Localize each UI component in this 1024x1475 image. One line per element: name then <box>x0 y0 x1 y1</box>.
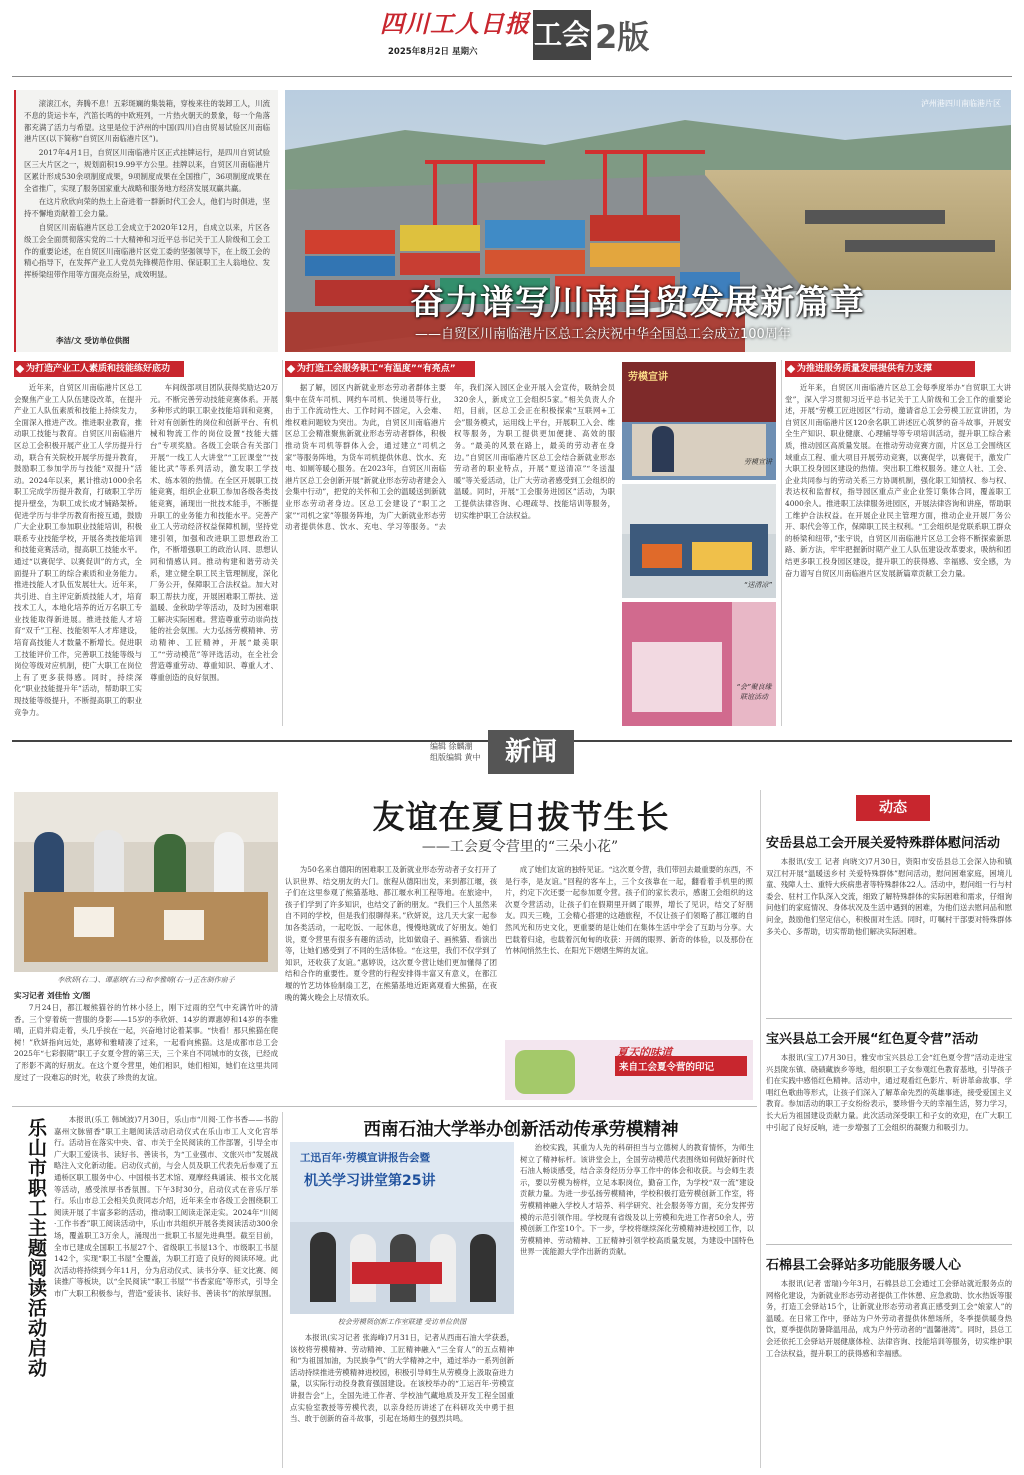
cooling-photo <box>622 484 776 598</box>
dongtai-badge <box>856 795 930 821</box>
news-art-editor: 组版编辑 黄中 <box>430 753 481 762</box>
story2-body: 本报讯(宝工)7月30日，雅安市宝兴县总工会“红色夏令营”活动走进宝兴县陇东镇、硗碛藏族乡等地，组织职工子女参观红色教育基地，引导孩子们在实践中感悟红色精神。活动中，通过观看红色影片、听讲革命故事、学唱红色歌曲等形式，让孩子们深入了解革命先烈的英雄事迹，接受爱国主义教育。参加活动的职工子女纷纷表示，要珍惜今天的幸福生活，努力学习，长大后为祖国建设贡献力量。此次活动深受职工和子女的欢迎，在广大职工中引起了良好反响，进一步增强了工会组织的凝聚力和吸引力。 <box>766 1053 1012 1132</box>
col4-section-bar: 为推进服务质量发展提供有力支撑 <box>785 361 975 377</box>
news-section-label: 新闻 <box>504 737 557 767</box>
divider-1 <box>282 360 283 726</box>
intro-paragraph-2: 2017年4月1日，自贸区川南临港片区正式挂牌运行，是四川自贸试验区三大片区之一，规划面积19.99平方公里。挂牌以来，自贸区川南临港片区累计形成530余项制度成果，9项制度成果在全国推广，36项制度成果在全省推广，实现了服务国家重大战略和服务地方经济发展双赢共赢。 <box>24 148 270 193</box>
swpu-photo-banner-1: 工迅百年·劳模宣讲报告会暨 <box>300 1152 430 1164</box>
story1-title: 安岳县总工会开展关爱特殊群体慰问活动 <box>766 836 1001 851</box>
camp-byline: 实习记者 刘佳怡 文/图 <box>14 991 91 1000</box>
camp-body-left: 7月24日，都江堰熊猫谷的竹林小径上，刚下过雨的空气中充满竹叶的清香。三个穿着统一营服的身影——15岁的李欣妍、14岁的谭惠婷和14岁的李雅晴，正肩并肩走着，头几乎挨在一起，兴奋地讨论着某事。“快看！那只熊猫在爬树！”欣妍指向远处，惠婷和雅晴凑了过来，一起看向熊猫。这是成都市总工会2025年“七彩假期”职工子女夏令营的第三天，三个来自不同城市的女孩，已经成了形影不离的好朋友。在这个夏令营里，她们相识，她们相知，她们在这里共同度过了一段难忘的时光，收获了珍贵的友谊。 <box>14 1003 278 1082</box>
cooling-caption: “送清凉” <box>743 581 772 589</box>
masthead-divider <box>12 76 1012 77</box>
col2-body: 车间级部项目团队获得奖励达20万元。不断完善劳动技能竞赛体系。开展多种形式的职工职业技能培训和竞赛，针对有创新性的岗位和创新平台、有机械和物流工作的岗位设置“技能大擂台”专项奖励。各级工会联合有关部门开展“一线工人大讲堂”“工匠课堂”“技能比武”等系列活动，激发职工学技术、练本领的热情。在全区开展职工技能竞赛，组织企业职工参加各级各类技能竞赛，涌现出一批技术能手，不断提升职工的业务能力和技能水平。完善产业工人劳动经济权益保障机制，坚持党建引领，加强和改进职工思想政治工作，不断增强职工的政治认同、思想认同和情感认同。推动构建和谐劳动关系，建立健全职工民主管理制度，深化厂务公开，保障职工合法权益。加大对职工帮扶力度，开展困难职工帮扶、送温暖、金秋助学等活动，及时为困难职工解决实际困难。营造尊重劳动崇尚技能的社会氛围。大力弘扬劳模精神、劳动精神、工匠精神，开展“最美职工”“劳动模范”等评选活动，在全社会营造尊重劳动、尊重知识、尊重人才、尊重创造的良好氛围。 <box>150 383 278 682</box>
camp-photo <box>14 792 278 972</box>
swpu-body-right: 治校实践，其重为人先的科研担当与立德树人的教育情怀，为师生树立了精神标杆。该讲堂会上，全国劳动模范代表围绕如何做好新时代石油人畅谈感受，结合亲身经历分享工作中的体会和收获。与会师生表示，要以劳模为榜样，立足本职岗位，勤奋工作，为学校“双一流”建设贡献力量。为进一步弘扬劳模精神，学校积极打造劳模创新工作室，将劳模精神融入学校人才培养、科学研究、社会服务等方面，充分发挥劳模的示范引领作用。学校现有省级及以上劳模和先进工作者50余人，劳模创新工作室10个。下一步，学校将继续深化劳模精神进校园工作，以劳模精神、劳动精神、工匠精神引领学校高质量发展，为建设中国特色世界一流能源大学作出新的贡献。 <box>520 1143 754 1257</box>
camp-subheadline: ——工会夏令营里的“三朵小花” <box>421 839 619 855</box>
leshan-body: 本报讯(乐工 韩域波)7月30日，乐山市“川阅·工作书香——书韵嘉州文脉留香”职工主题阅读活动启动仪式在乐山市工人文化宫举行。活动旨在落实中央、省、市关于全民阅读的工作部署，引导全市广大职工爱读书、读好书、善读书，为“工业强市、文旅兴市”发展战略注入文化新动能。启动仪式前，与会人员及职工代表先后参观了五通桥区职工服务中心、中国根书艺术馆、观摩经典诵读、根书文化展等活动，感受浓厚书香氛围。下午3时30分，启动仪式在音乐厅举行。乐山市总工会相关负责同志介绍，近年来全市各级工会围绕职工阅读开展了丰富多彩的活动，推动职工阅读走深走实。2024年“川阅·工作书香”职工阅读活动中，乐山市共组织开展各类阅读活动300余场，覆盖职工3万余人，涌现出一批职工书屋先进典型。截至目前，全市已建成全国职工书屋27个、省级职工书屋13个、市级职工书屋142个，实现“职工书屋”全覆盖，为职工打造了良好的阅读环境。此次活动将持续到今年11月，分为启动仪式、读书分享、征文比赛、阅读推广等板块，以“全民阅读”“职工书屋”“书香家庭”等形式，引导全市广大职工积极参与，营造“爱读书、读好书、善读书”的浓厚氛围。 <box>54 1115 278 1298</box>
intro-byline: 李洁/文 受访单位供图 <box>56 336 130 345</box>
camp-banner-title: 夏天的味道 <box>617 1046 672 1059</box>
lecture-banner: 劳模宣讲 <box>628 372 668 383</box>
section-badge <box>533 10 591 60</box>
swpu-photo-banner-2: 机关学习讲堂第25讲 <box>304 1173 436 1189</box>
swpu-headline: 西南石油大学举办创新活动传承劳模精神 <box>363 1120 679 1140</box>
issue-date: 2025年8月2日 星期六 <box>388 47 478 57</box>
camp-headline: 友谊在夏日拔节生长 <box>372 798 670 836</box>
camp-divider <box>12 1106 757 1107</box>
swpu-photo-caption: 校会劳模领创新工作室联建 受访单位供图 <box>337 1318 467 1326</box>
divider-4 <box>760 790 761 1468</box>
matchmaking-photo <box>622 602 776 726</box>
story3-body: 本报讯(记者 雷瑞)今年3月，石棉县总工会通过工会驿站就近服务点的网格化建设，为新就业形态劳动者提供工作休憩、应急救助、饮水热饭等服务，打造工会驿站15个，让新就业形态劳动者真正感受到工会“娘家人”的温暖。在日常工作中，驿站为户外劳动者提供休憩场所，冬季提供暖身热饮，夏季提供防暑降温用品，成为户外劳动者的“温馨港湾”。同时，县总工会还依托工会驿站开展健康体检、法律咨询、技能培训等服务，切实维护职工合法权益，提升职工的获得感和幸福感。 <box>766 1279 1012 1358</box>
masthead <box>0 0 1024 70</box>
dongtai-label: 动态 <box>879 800 907 816</box>
news-editor: 编辑 徐麟潮 <box>430 742 473 751</box>
intro-box <box>14 90 278 352</box>
camp-banner <box>505 1040 753 1100</box>
port-photo <box>285 90 1011 352</box>
col3-section-bar: 为打造工会服务职工“有温度”“有亮点” <box>285 361 475 377</box>
section-name: 工会 <box>533 18 590 51</box>
camp-body-mid: 为50名来自德阳的困难职工及新就业形态劳动者子女打开了认识世界、结交朋友的大门。旅程从德阳出发，来到都江堰，孩子们在这里参观了熊猫基地、都江堰水利工程等地。在旅途中，孩子们学到了许多知识，也结交了新的朋友。“我们三个人虽然来自不同的学校，但是我们很聊得来。”欣妍说，这几天大家一起参加各类活动，一起吃饭、一起休息，慢慢地就成了好朋友。她们说，夏令营里有很多有趣的活动，比如做扇子、画熊猫、看演出等，让她们感受到了不同的生活体验。“在这里，我们不仅学到了知识，还收获了友谊。”惠婷说，这次夏令营让她们更加懂得了团结和合作的重要性。夏令营的行程安排得丰富又有意义，在都江堰的竹艺坊体验制扇工艺，在熊猫基地近距离观看大熊猫，在夜晚的篝火晚会上尽情欢乐。 <box>285 865 497 1002</box>
photo-watermark: 泸州港四川南临港片区 <box>921 99 1001 108</box>
story1-body: 本报讯(安工 记者 向晓文)7月30日，资阳市安岳县总工会深入协和镇双江村开展“温暖送乡村 关爱特殊群体”慰问活动，慰问困难家庭，困境儿童、残障人士、重特大疾病患者等特殊群体22人。活动中，慰问组一行与村委会、驻村工作队深入交流，细致了解特殊群体的实际困难和需求，仔细询问他们的家庭情况、身体状况及生活中遇到的困难，为他们送去慰问品和慰问金，鼓励他们坚定信心，积极面对生活。同时，叮嘱村干部要对特殊群体多关心、多帮助，切实帮助他们解决实际困难。 <box>766 857 1012 936</box>
top-headline: 奋力谱写川南自贸发展新篇章 <box>410 283 865 323</box>
col1-body: 近年来，自贸区川南临港片区总工会聚焦产业工人队伍建设改革，在提升产业工人队伍素质和技能上持续发力，全面深入推进产改。推进职业教育，推动职工技能与教育。自贸区川南临港片区总工会积极开展产业工人学历提升行动，联合有关院校开展学历提升教育，鼓励职工参加学历与技能“双提升”活动。2024年以来，累计推动1000余名职工完成学历提升教育，打破职工学历提升壁垒，为职工成长成才铺路架桥。促进学历与非学历教育衔接互通，鼓励广大企业职工参加职业技能培训，积极联系专业技能学校，开展各类技能培训和技能竞赛活动，提高职工技能水平。通过“以赛促学、以赛促训”的方式，全面提升了职工的综合素质和业务能力。推进技能人才队伍发展壮大。近年来，共引进、自主评定新质技能人才，培育技术工人，本地化培养的近万名职工专业技能取得新进展。推进技能人才培育“双千”工程、技能领军人才库建设，培育高技能人才数量不断增长。促进职工技能评价工作，完善职工技能等级与岗位等级对应机制，使广大职工在岗位上有了更多获得感。同时，持续深化“职业技能提升年”活动，帮助职工实现技能等级提升，不断提高职工的职业竞争力。 <box>14 383 142 717</box>
camp-body-right: 成了她们友谊的独特见证。“这次夏令营，我们带回去最重要的东西，不是行李，是友谊。”回程的客车上，三个女孩靠在一起，翻看着手机里的照片，约定下次还要一起参加夏令营。孩子们的家长表示，感谢工会组织的这次夏令营活动，让孩子们在假期里开阔了眼界，增长了见识，结交了好朋友。四天三晚，工会精心搭建的这趟旅程，不仅让孩子们领略了都江堰的自然风光和历史文化，更重要的是让她们在集体生活中学会了互助与分享。大巴载着归途，也载着沉甸甸的收获：开阔的眼界、新奇的体验，以及那份在竹林间悄然生长、在阳光下熠熠生辉的友谊。 <box>505 865 753 956</box>
divider-2 <box>781 360 782 726</box>
camp-banner-subtitle: 来自工会夏令营的印记 <box>619 1062 715 1073</box>
col1-section-bar: 为打造产业工人素质和技能练好底功 <box>14 361 184 377</box>
lecture-caption: 劳模宣讲 <box>744 458 772 466</box>
swpu-photo <box>290 1142 514 1314</box>
intro-paragraph-1: 滚滚江水，奔腾不息！五彩斑斓的集装箱，穿梭来往的装卸工人，川流不息的货运卡车，汽笛长鸣的中欧班列，一片热火朝天的景象，每一个角落都充满了活力与希望。这里是位于泸州的中国(四川)自由贸易试验区川南临港片区(以下简称“自贸区川南临港片区”)。 <box>24 99 270 144</box>
intro-paragraph-4: 自贸区川南临港片区总工会成立于2020年12月，自成立以来，片区各级工会全面贯彻落实党的二十大精神和习近平总书记关于工人阶级和工会工作的重要论述，在自贸区川南临港片区党工委的坚强领导下，在上级工会的精心指导下，在发挥产业工人党员先锋模范作用、保证职工主人翁地位、发挥桥梁纽带作用等方面亮点纷呈，成效明显。 <box>24 222 270 280</box>
story2-title: 宝兴县总工会开展“红色夏令营”活动 <box>766 1032 979 1047</box>
right-divider-2 <box>766 1244 1012 1245</box>
right-divider-1 <box>766 1018 1012 1019</box>
story3-title: 石棉县工会驿站多功能服务暖人心 <box>766 1258 962 1273</box>
paper-name: 四川工人日报 <box>380 9 530 38</box>
divider-3 <box>282 1112 283 1468</box>
matchmaking-caption: “会”聚良缘 联谊活动 <box>736 683 772 701</box>
swpu-body-left: 本报讯(实习记者 张海峰)7月31日，记者从西南石油大学获悉，该校将劳模精神、劳动精神、工匠精神融入“三全育人”的五点精神和“为祖国加油，为民族争气”的大学精神之中，通过举办一系列创新活动持续推进劳模精神进校园，积极引导师生从劳模身上汲取奋进力量，以实际行动投身教育强国建设。在该校举办的“工运百年·劳模宣讲报告会”上，全国先进工作者、学校油气藏地质及开发工程全国重点实验室教授等劳模代表，以亲身经历讲述了在科研攻关中勇于担当、敢于创新的奋斗故事，引起在场师生的强烈共鸣。 <box>290 1333 514 1424</box>
camp-photo-caption: 李欣妍(右二)、谭惠婷(右三)和李雅晴(右一)正在制作扇子 <box>57 976 235 984</box>
col4-body: 近年来，自贸区川南临港片区总工会每季度举办“自贸职工大讲堂”，深入学习贯彻习近平总书记关于工人阶级和工会工作的重要论述，开展“劳模工匠进园区”行动，邀请省总工会劳模工匠宣讲团，为自贸区川南临港片区120余名职工讲述匠心筑梦的奋斗故事，开展安全生产知识、职业健康、心理辅导等专项培训活动，提升职工综合素质，推动园区高质量发展。在推动劳动竞赛方面，片区总工会围绕区域重点工程、重大项目开展劳动竞赛，以赛促学，以赛促干，激发广大职工投身园区建设的热情。突出职工维权服务。建立人社、工会、企业共同参与的劳动关系三方协调机制，强化职工知情权、参与权、表达权和监督权，指导园区重点产业企业签订集体合同，覆盖职工4000余人。推进职工法律服务进园区，开展法律咨询和讲座，帮助职工维护合法权益。在开展企业民主管理方面，推动企业开展厂务公开、职代会等工作，保障职工民主权利。“工会组织是党联系职工群众的桥梁和纽带，”张宇说，自贸区川南临港片区总工会将不断探索新思路、新方法，牢牢把握新时期产业工人队伍建设改革要求，吸纳和团结更多职工投身园区建设，提升职工的获得感、幸福感、安全感，为奋力谱写自贸区川南临港片区发展新篇章贡献工会力量。 <box>785 383 1011 578</box>
page-number: 2版 <box>595 18 650 56</box>
intro-paragraph-3: 在这片欣欣向荣的热土上奋进着一群新时代工会人，他们与时俱进，坚持不懈地贡献着工会力量。 <box>24 197 270 219</box>
lecture-photo <box>622 362 776 480</box>
top-subheadline: ——自贸区川南临港片区总工会庆祝中华全国总工会成立100周年 <box>415 327 791 342</box>
news-section-badge <box>488 730 574 774</box>
col3-body: 据了解，园区内新就业形态劳动者群体主要集中在货车司机、网约车司机、快递员等行业，由于工作流动性大、工作时间不固定，入会难、维权难问题较为突出。为此，自贸区川南临港片区总工会精准聚焦新就业形态劳动者群体，积极推动货车司机等群体入会，通过建立“司机之家”等服务阵地，为货车司机提供休息、饮水、充电、如厕等暖心服务。在2023年，自贸区川南临港片区总工会创新开展“新就业形态劳动者建会入会集中行动”，把党的关怀和工会的温暖送到新就业形态劳动者身边。区总工会建设了“职工之家”“司机之家”等服务阵地，为广大新就业形态劳动者提供休息、饮水、充电、学习等服务。“去年，我们深入园区企业开展入会宣传，吸纳会员320余人，新成立工会组织5家。”相关负责人介绍，目前，区总工会正在积极探索“互联网+工会”服务模式，运用线上平台，开展职工入会、维权等服务，为职工提供更加便捷、高效的服务。“最美的风景在路上，最美的劳动者在身边。”自贸区川南临港片区总工会结合新就业形态劳动者的职业特点，开展“夏送清凉”“冬送温暖”等关爱活动，让广大劳动者感受到工会组织的温暖。同时，开展“工会服务进园区”活动，为职工提供法律咨询、心理疏导、技能培训等服务，切实维护职工合法权益。 <box>285 383 615 532</box>
leshan-vertical-title: 乐山市职工主题阅读活动启动 <box>25 1118 47 1378</box>
